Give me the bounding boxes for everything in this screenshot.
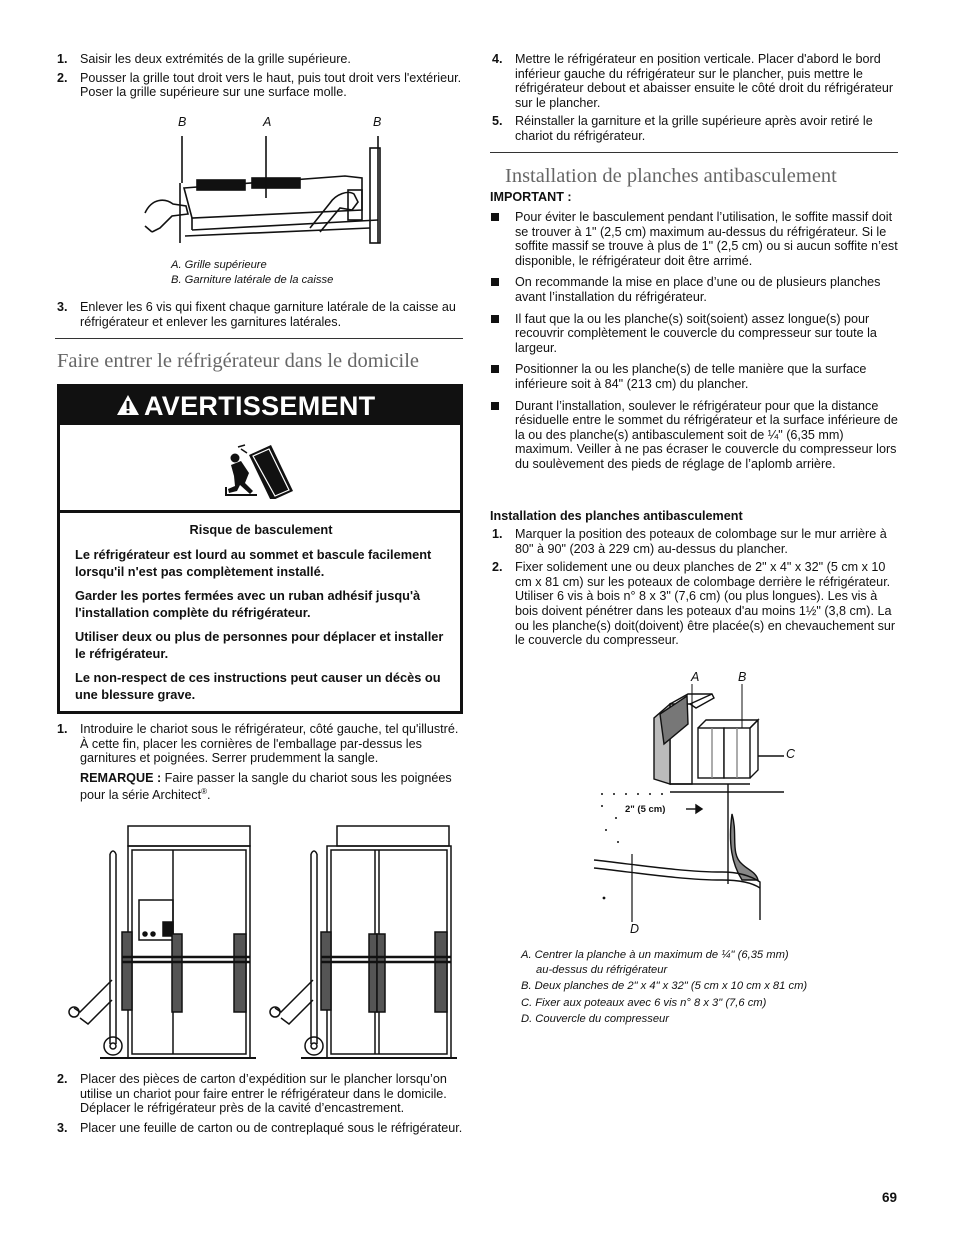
section-heading: Faire entrer le réfrigérateur dans le domicile	[57, 350, 419, 372]
bullet-icon	[491, 365, 499, 373]
list-item: 2. Fixer solidement une ou deux planches de 2" x 4" x 32" (5 cm x 10 cm x 81 cm) sur les poteaux de colombage derrière le réfrigérateur. Utiliser 6 vis à bois n° 8 x 3" (7,6 cm) (ou plus longues). Les vis à bois doivent pénétrer dans les poteaux d'au moins 1½" (3,8 cm). La ou les planche(s) doit(doivent) être placée(s) en chevauchement sur le couvercle du compresseur.	[492, 560, 896, 648]
warning-box	[57, 384, 463, 714]
section-divider	[490, 152, 898, 153]
figure-caption: A. Grille supérieure B. Garniture latérale de la caisse	[171, 259, 334, 286]
upright-steps	[490, 52, 900, 148]
grille-steps	[55, 52, 465, 100]
warning-paragraph: Le non-respect de ces instructions peut causer un décès ou une blessure grave.	[75, 670, 441, 702]
figure-label-b-right: B	[373, 115, 382, 129]
install-steps	[490, 527, 900, 652]
list-item: 2. Placer des pièces de carton d’expédition sur le plancher lorsqu’on utilise un chariot pour faire entrer le réfrigérateur dans le domicile. Déplacer le réfrigérateur près de la cavité d’encastrement.	[57, 1072, 447, 1116]
trim-step	[55, 300, 465, 333]
list-item: 1. Saisir les deux extrémités de la grille supérieure.	[57, 52, 351, 66]
figure-label-a: A	[691, 670, 700, 684]
bullet-icon	[491, 315, 499, 323]
left-column	[55, 52, 465, 104]
page-number: 69	[882, 1190, 898, 1205]
warning-paragraph: Le réfrigérateur est lourd au sommet et bascule facilement lorsqu'il n'est pas complètement installé.	[75, 547, 432, 579]
warning-triangle-icon	[116, 394, 140, 416]
bullet-icon	[491, 213, 499, 221]
figure-label-d: D	[630, 922, 640, 936]
list-item: 4. Mettre le réfrigérateur en position verticale. Placer d'abord le bord inférieur gauche du réfrigérateur sur le plancher, puis mettre le réfrigérateur debout et abaisser ensuite le côté droit du réfrigérateur sur le plancher.	[492, 52, 894, 110]
list-item: Il faut que la ou les planche(s) soit(soient) assez longue(s) pour recouvrir complètement le couvercle du compresseur sur toute la largeur.	[490, 312, 900, 356]
list-item: 2. Pousser la grille tout droit vers le haut, puis tout droit vers l'extérieur. Poser la grille supérieure sur une surface molle.	[57, 70, 462, 100]
list-item: Positionner la ou les planche(s) de telle manière que la surface inférieure soit à 84" (213 cm) du plancher.	[490, 362, 900, 391]
warning-body	[75, 521, 447, 703]
list-item: 3. Enlever les 6 vis qui fixent chaque garniture latérale de la caisse au réfrigérateur et enlever les garnitures latérales.	[57, 300, 456, 329]
list-item: Durant l’installation, soulever le réfrigérateur pour que la distance résiduelle entre le sommet du réfrigérateur et la surface inférieure de la ou des planche(s) antibasculement soit de ¼" (6,35 mm) maximum. Veiller à ne pas écraser le couvercle du compresseur lors du soulèvement des pieds de réglage de l’aplomb arrière.	[490, 399, 900, 472]
figure-caption: A. Centrer la planche à un maximum de ¼" (6,35 mm) au-dessus du réfrigérateur B. Deux planches de 2" x 4" x 32" (5 cm x 10 cm x 81 cm) C. Fixer aux poteaux avec 6 vis n° 8 x 3" (7,6 cm) D. Couvercle du compresseur	[521, 949, 808, 1025]
list-item: 1. Marquer la position des poteaux de colombage sur le mur arrière à 80" à 90" (203 à 229 cm) au-dessus du plancher.	[492, 527, 887, 556]
figure-label-b-left: B	[178, 115, 187, 129]
tip-over-hazard-icon	[223, 443, 303, 499]
warning-paragraph: Utiliser deux ou plus de personnes pour déplacer et installer le réfrigérateur.	[75, 629, 444, 661]
note: REMARQUE : Faire passer la sangle du chariot sous les poignées pour la série Architect®.	[80, 770, 452, 803]
dolly-illustration-right	[265, 822, 465, 1062]
list-item: Pour éviter le basculement pendant l’utilisation, le soffite massif doit se trouver à 1" (2,5 cm) maximum au-dessus du réfrigérateur. Si le soffite massif se trouve à plus de 1" (2,5 cm) ou si aucun soffite n’est disponible, le réfrigérateur doit être arrimé.	[490, 210, 900, 268]
grille-removal-illustration	[140, 128, 390, 248]
warning-risk-title: Risque de basculement	[189, 522, 333, 537]
warning-paragraph: Garder les portes fermées avec un ruban adhésif jusqu'à l'installation complète du réfrigérateur.	[75, 588, 421, 620]
dimension-label: 2" (5 cm)	[625, 804, 666, 815]
subheading: Installation des planches antibasculement	[490, 509, 743, 523]
warning-header	[60, 387, 460, 425]
section-divider	[55, 338, 463, 339]
move-steps	[55, 1072, 465, 1139]
important-label: IMPORTANT :	[490, 190, 572, 204]
bullet-icon	[491, 278, 499, 286]
list-item: 5. Réinstaller la garniture et la grille supérieure après avoir retiré le chariot du réfrigérateur.	[492, 114, 873, 143]
section-heading: Installation de planches antibasculement	[505, 165, 837, 187]
warning-title: AVERTISSEMENT	[144, 391, 376, 421]
move-step-1: 1. Introduire le chariot sous le réfrigérateur, côté gauche, tel qu'illustré. À cette fin, placer les cornières de l'emballage par-dessus les garnitures et poignées. Serrer prudemment la sangle. REMARQUE : Faire passer la sangle du chariot sous les poignées pour la série Architect®.	[55, 722, 465, 803]
dolly-illustration-left	[60, 822, 260, 1062]
anti-tip-board-illustration	[592, 684, 792, 924]
figure-label-a: A	[263, 115, 272, 129]
figure-label-c: C	[786, 747, 796, 761]
figure-label-b: B	[738, 670, 747, 684]
list-item: 3. Placer une feuille de carton ou de contreplaqué sous le réfrigérateur.	[57, 1120, 463, 1135]
list-item: On recommande la mise en place d’une ou de plusieurs planches avant l’installation du réfrigérateur.	[490, 275, 900, 304]
important-bullets	[490, 210, 900, 479]
bullet-icon	[491, 402, 499, 410]
warning-pictogram-area	[60, 425, 460, 513]
